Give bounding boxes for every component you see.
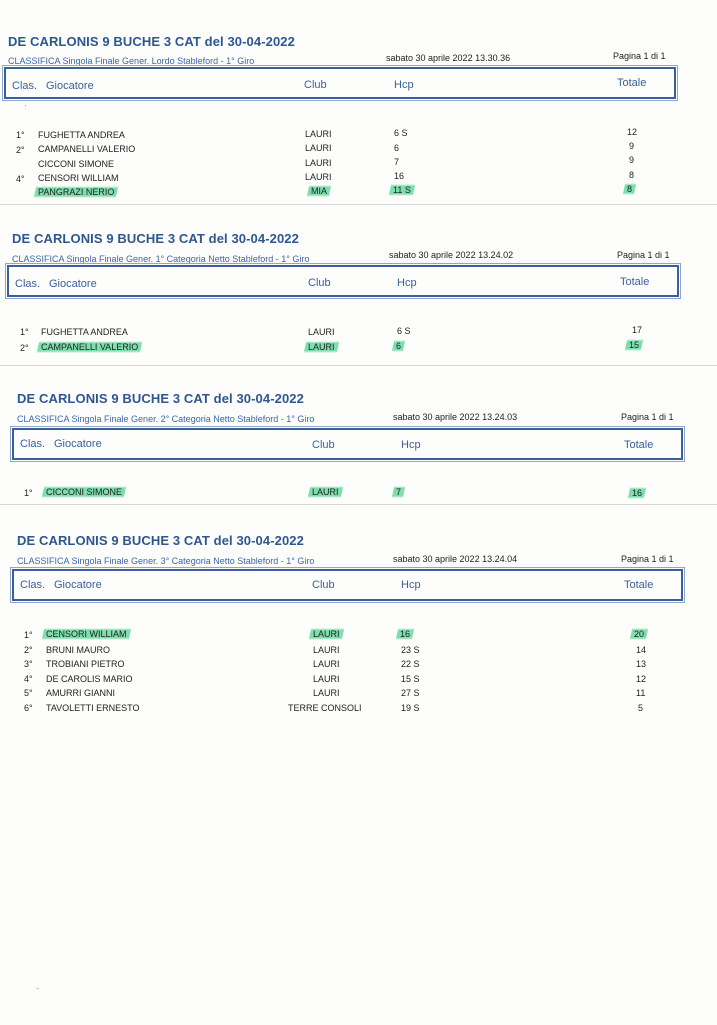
col-header-total: Totale <box>617 77 647 89</box>
print-timestamp: sabato 30 aprile 2022 13.24.02 <box>389 250 514 260</box>
column-header-box <box>12 569 683 601</box>
row-total: 12 <box>627 127 638 137</box>
row-hcp: 23 S <box>401 645 420 655</box>
row-pos: 4° <box>24 674 33 684</box>
row-hcp: 6 S <box>397 326 411 336</box>
row-club: LAURI <box>305 129 332 139</box>
row-club: LAURI <box>305 172 332 182</box>
row-pos: 2° <box>24 645 33 655</box>
sheet-subtitle: CLASSIFICA Singola Finale Gener. 3° Categoria Netto Stableford - 1° Giro <box>17 556 315 566</box>
results-sheet-cat1 <box>0 204 717 367</box>
print-timestamp: sabato 30 aprile 2022 13.24.04 <box>393 554 518 564</box>
column-header-box <box>4 67 676 99</box>
row-pos: 1° <box>24 630 33 640</box>
results-sheet-cat3 <box>0 504 717 1025</box>
col-header-club: Club <box>308 277 331 289</box>
row-total-highlighted: 8 <box>627 183 635 195</box>
row-club: LAURI <box>313 674 340 684</box>
page-number: Pagina 1 di 1 <box>617 250 670 260</box>
row-club: LAURI <box>313 659 340 669</box>
stray-mark: - <box>36 983 39 993</box>
row-player: TAVOLETTI ERNESTO <box>46 703 140 713</box>
row-player-highlighted: PANGRAZI NERIO <box>38 186 117 198</box>
row-hcp: 15 S <box>401 674 420 684</box>
col-header-hcp: Hcp <box>397 277 417 289</box>
col-header-total: Totale <box>624 579 654 591</box>
col-header-club: Club <box>312 439 335 451</box>
col-header-player: Giocatore <box>54 579 102 591</box>
col-header-pos: Clas. <box>20 438 46 450</box>
row-player-highlighted: CENSORI WILLIAM <box>46 628 130 640</box>
column-header-box <box>7 265 679 297</box>
row-player: CENSORI WILLIAM <box>38 173 119 183</box>
row-total: 5 <box>638 703 644 713</box>
row-total: 12 <box>636 674 647 684</box>
row-club: TERRE CONSOLI <box>288 703 362 713</box>
sheet-subtitle: CLASSIFICA Singola Finale Gener. 2° Categoria Netto Stableford - 1° Giro <box>17 414 315 424</box>
row-hcp: 16 <box>394 171 405 181</box>
row-player: BRUNI MAURO <box>46 645 111 655</box>
row-player: CICCONI SIMONE <box>38 159 115 169</box>
row-hcp: 19 S <box>401 703 420 713</box>
row-pos: 1° <box>20 327 29 337</box>
row-total: 14 <box>636 645 647 655</box>
row-player: DE CAROLIS MARIO <box>46 674 133 684</box>
row-pos: 1° <box>24 488 33 498</box>
row-club-highlighted: MIA <box>311 185 330 197</box>
row-hcp: 7 <box>394 157 400 167</box>
row-total: 13 <box>636 659 647 669</box>
col-header-pos: Clas. <box>20 579 46 591</box>
row-total: 9 <box>629 155 635 165</box>
row-pos: 2° <box>20 343 29 353</box>
row-total-highlighted: 16 <box>632 487 645 499</box>
row-pos: 4° <box>16 174 25 184</box>
row-total: 11 <box>636 688 646 698</box>
row-hcp-highlighted: 7 <box>396 486 404 498</box>
sheet-subtitle: CLASSIFICA Singola Finale Gener. Lordo Stableford - 1° Giro <box>8 56 255 66</box>
row-hcp: 6 S <box>394 128 408 138</box>
row-hcp: 6 <box>394 143 400 153</box>
row-hcp: 27 S <box>401 688 420 698</box>
col-header-player: Giocatore <box>54 438 102 450</box>
col-header-hcp: Hcp <box>401 439 421 451</box>
row-total-highlighted: 20 <box>634 628 647 640</box>
row-pos: 5° <box>24 688 33 698</box>
row-player: FUGHETTA ANDREA <box>41 327 128 337</box>
row-total: 8 <box>629 170 635 180</box>
print-timestamp: sabato 30 aprile 2022 13.30.36 <box>386 53 511 63</box>
page-number: Pagina 1 di 1 <box>613 51 666 61</box>
row-player: FUGHETTA ANDREA <box>38 130 125 140</box>
row-player: TROBIANI PIETRO <box>46 659 125 669</box>
row-pos: 3° <box>24 659 33 669</box>
sheet-subtitle: CLASSIFICA Singola Finale Gener. 1° Categoria Netto Stableford - 1° Giro <box>12 254 310 264</box>
row-pos: 2° <box>16 145 25 155</box>
row-hcp-highlighted: 11 S <box>393 184 414 196</box>
col-header-hcp: Hcp <box>401 579 421 591</box>
sheet-title: DE CARLONIS 9 BUCHE 3 CAT del 30-04-2022 <box>17 533 304 548</box>
col-header-total: Totale <box>624 439 654 451</box>
col-header-pos: Clas. <box>15 278 41 290</box>
col-header-club: Club <box>312 579 335 591</box>
row-player-highlighted: CICCONI SIMONE <box>46 486 125 498</box>
col-header-hcp: Hcp <box>394 79 414 91</box>
row-club: LAURI <box>305 158 332 168</box>
row-player-highlighted: CAMPANELLI VALERIO <box>41 341 141 353</box>
sheet-title: DE CARLONIS 9 BUCHE 3 CAT del 30-04-2022 <box>12 231 299 246</box>
col-header-player: Giocatore <box>49 278 97 290</box>
col-header-club: Club <box>304 79 327 91</box>
row-club-highlighted: LAURI <box>308 341 338 353</box>
row-pos: 6° <box>24 703 33 713</box>
row-hcp: 22 S <box>401 659 420 669</box>
row-hcp-highlighted: 6 <box>396 340 404 352</box>
row-club: LAURI <box>313 688 340 698</box>
row-club-highlighted: LAURI <box>313 628 343 640</box>
page-number: Pagina 1 di 1 <box>621 412 674 422</box>
sheet-title: DE CARLONIS 9 BUCHE 3 CAT del 30-04-2022 <box>8 34 295 49</box>
column-header-box <box>12 428 683 460</box>
print-timestamp: sabato 30 aprile 2022 13.24.03 <box>393 412 518 422</box>
row-club: LAURI <box>308 327 335 337</box>
stray-mark: · <box>24 100 27 110</box>
row-hcp-highlighted: 16 <box>400 628 413 640</box>
row-total: 9 <box>629 141 635 151</box>
page-number: Pagina 1 di 1 <box>621 554 674 564</box>
row-club: LAURI <box>305 143 332 153</box>
col-header-pos: Clas. <box>12 80 38 92</box>
sheet-title: DE CARLONIS 9 BUCHE 3 CAT del 30-04-2022 <box>17 391 304 406</box>
row-total-highlighted: 15 <box>629 339 642 351</box>
col-header-player: Giocatore <box>46 80 94 92</box>
results-sheet-cat2 <box>0 365 717 506</box>
row-pos: 1° <box>16 130 25 140</box>
col-header-total: Totale <box>620 276 650 288</box>
row-club-highlighted: LAURI <box>312 486 342 498</box>
row-player: AMURRI GIANNI <box>46 688 116 698</box>
row-total: 17 <box>632 325 643 335</box>
row-player: CAMPANELLI VALERIO <box>38 144 136 154</box>
row-club: LAURI <box>313 645 340 655</box>
results-sheet-lordo <box>0 0 717 205</box>
